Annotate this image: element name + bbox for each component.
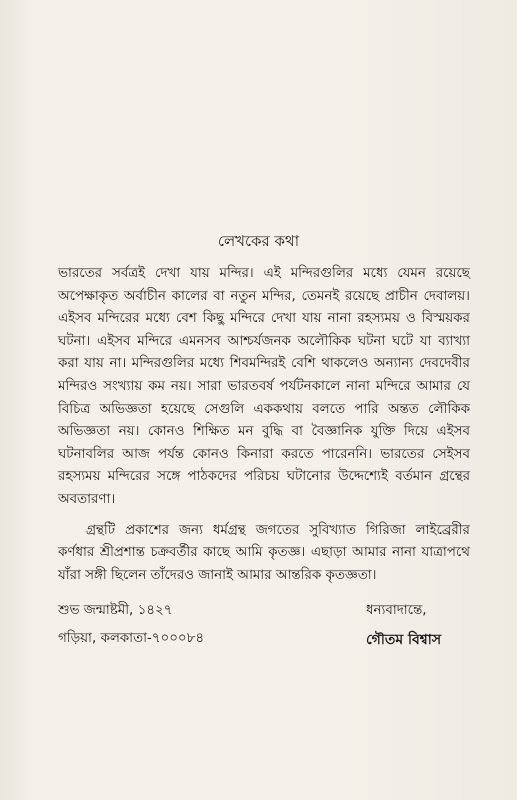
word: পরিচয় — [244, 469, 280, 485]
word: মন্দিরগুলির — [290, 266, 354, 281]
word: সঙ্গে — [157, 469, 181, 485]
word: হয়েছে — [161, 401, 195, 417]
word: করতে — [281, 446, 314, 462]
word: বলতে — [312, 401, 346, 417]
word: কর্ণধার — [58, 545, 95, 561]
word: মধ্যে — [363, 266, 388, 281]
author-signature: গৌতম বিশ্বাস — [366, 632, 442, 648]
word: ঘটনা। — [58, 333, 91, 349]
word: সারা — [197, 378, 222, 394]
word: আজ — [122, 446, 150, 462]
word: মন্দিরগুলির — [131, 356, 195, 372]
word: তেমনই — [301, 288, 340, 304]
word: ঘটানোর — [286, 469, 331, 485]
word: রহস্যময় — [58, 469, 101, 485]
word: না। — [109, 356, 127, 372]
word: যা — [419, 333, 432, 349]
word: ভারতের — [380, 446, 425, 462]
word: ভারতবর্ষ — [227, 378, 274, 394]
word: কৃতজ্ঞ। — [268, 545, 306, 561]
word: গ্রন্থের — [439, 469, 470, 485]
word: পারেননি। — [321, 446, 373, 462]
word: লৌকিক — [428, 401, 470, 417]
word: কম — [148, 378, 165, 394]
word: যাত্রাপথে — [421, 545, 470, 561]
word: সেইসব — [432, 446, 470, 462]
word: নয়। — [170, 378, 192, 394]
text-line: অবতারণা। — [58, 491, 116, 507]
word: বৈজ্ঞানিক — [311, 424, 363, 440]
word: মন্দির। — [219, 266, 254, 281]
word: কোনও — [147, 424, 185, 440]
word: অন্তত — [387, 401, 419, 417]
word: জগতের — [255, 522, 300, 538]
word: আমার — [416, 378, 451, 394]
word: অন্যান্য — [374, 356, 414, 372]
word: লাইব্রেরীর — [415, 522, 470, 538]
word: করা — [58, 356, 79, 372]
word: কিছু — [202, 311, 225, 327]
word: মন্দিরের — [107, 469, 150, 485]
word: এই — [263, 266, 281, 281]
word: পাঠকদের — [187, 469, 237, 485]
word: পর্যটনকালে — [279, 378, 341, 394]
word: এছাড়া — [310, 545, 347, 561]
word: নয়। — [118, 424, 140, 440]
word: থাকলেও — [321, 356, 369, 372]
word: কিনারা — [236, 446, 274, 462]
word: ও — [405, 311, 416, 327]
word: মধ্যে — [145, 311, 170, 327]
word: বিস্ময়কর — [421, 311, 470, 327]
word: নানা — [327, 311, 352, 327]
word: যায় — [84, 356, 104, 372]
word: দেখা — [155, 266, 181, 281]
text-line: যাঁরা সঙ্গী ছিলেন তাঁদেরও জানাই আমার আন্তরিক কৃতজ্ঞতা। — [58, 567, 377, 583]
word: যে — [456, 378, 470, 394]
word: গ্রন্থটি — [86, 522, 116, 538]
word: বুদ্ধি — [261, 424, 284, 440]
word: ঘটনা — [357, 333, 386, 349]
word: শিক্ষিত — [192, 424, 230, 440]
word: যায় — [190, 266, 210, 281]
page-title: লেখকের কথা — [217, 232, 300, 250]
signoff-thanks: ধন্যবাদান্তে, — [366, 603, 427, 618]
word: মন্দিরে — [137, 333, 173, 349]
word: সেগুলি — [204, 401, 245, 417]
word: কোনও — [192, 446, 229, 462]
word: কালের — [171, 288, 208, 304]
word: নানা — [392, 545, 416, 561]
word: এককথায় — [253, 401, 303, 417]
word: অলৌকিক — [297, 333, 352, 349]
signoff-place: গড়িয়া, কলকাতা-৭০০০৮৪ — [58, 631, 205, 646]
word: আমি — [235, 545, 263, 561]
word: বা — [213, 288, 225, 304]
word: বিচিত্র — [58, 401, 91, 417]
word: উদ্দেশ্যেই — [338, 469, 388, 485]
word: নতুন — [230, 288, 257, 304]
word: সুবিখ্যাত — [309, 522, 356, 538]
word: ধর্মগ্রন্থ — [212, 522, 246, 538]
word: যুক্তি — [370, 424, 396, 440]
word: যেমন — [397, 266, 426, 281]
word: নানা — [346, 378, 370, 394]
word: শিবমন্দিরই — [229, 356, 286, 372]
paragraph-1 — [58, 263, 470, 512]
word: এইসব — [436, 424, 470, 440]
word: এমনসব — [178, 333, 221, 349]
word: প্রাচীন — [384, 288, 418, 304]
word: মন্দিরে — [230, 311, 265, 327]
paragraph-2 — [58, 520, 470, 588]
word: শ্রীপ্রশান্ত — [99, 545, 145, 561]
word: বর্তমান — [395, 469, 433, 485]
word: রয়েছে — [345, 288, 380, 304]
word: বেশি — [290, 356, 316, 372]
word: দেবদেবীর — [418, 356, 470, 372]
word: বেশ — [175, 311, 197, 327]
word: প্রকাশের — [125, 522, 169, 538]
word: সংখ্যায় — [103, 378, 143, 394]
word: পর্যন্ত — [158, 446, 185, 462]
word: কাছে — [203, 545, 230, 561]
word: চক্রবর্তীর — [150, 545, 198, 561]
word: যায় — [302, 311, 322, 327]
word: দেবালয়। — [423, 288, 470, 304]
word: দেখা — [270, 311, 297, 327]
word: আমার — [352, 545, 387, 561]
word: ঘটনাবলির — [58, 446, 115, 462]
word: মন্দিরের — [97, 311, 140, 327]
word: পারি — [354, 401, 379, 417]
word: মন্দির, — [262, 288, 296, 304]
word: অভিজ্ঞতা — [58, 424, 111, 440]
word: ব্যাখ্যা — [438, 333, 470, 349]
word: অপেক্ষাকৃত — [58, 288, 119, 304]
word: অর্বাচীন — [123, 288, 166, 304]
word: মন — [237, 424, 254, 440]
word: জন্য — [178, 522, 203, 538]
word: ঘটে — [392, 333, 414, 349]
word: সর্বত্রই — [111, 266, 146, 281]
word: এইসব — [97, 333, 131, 349]
word: এইসব — [58, 311, 92, 327]
word: মধ্যে — [199, 356, 225, 372]
word: রহস্যময় — [357, 311, 400, 327]
word: গিরিজা — [365, 522, 406, 538]
preface-body — [58, 263, 470, 587]
word: আশ্চর্যজনক — [227, 333, 291, 349]
signoff-date: শুভ জন্মাষ্টমী, ১৪২৭ — [58, 603, 173, 618]
word: বা — [291, 424, 303, 440]
word: অভিজ্ঞতা — [99, 401, 152, 417]
word: মন্দিরে — [375, 378, 411, 394]
word: দিয়ে — [403, 424, 428, 440]
word: মন্দিরও — [58, 378, 98, 394]
word: ভারতের — [58, 266, 103, 281]
word: রয়েছে — [435, 266, 470, 281]
